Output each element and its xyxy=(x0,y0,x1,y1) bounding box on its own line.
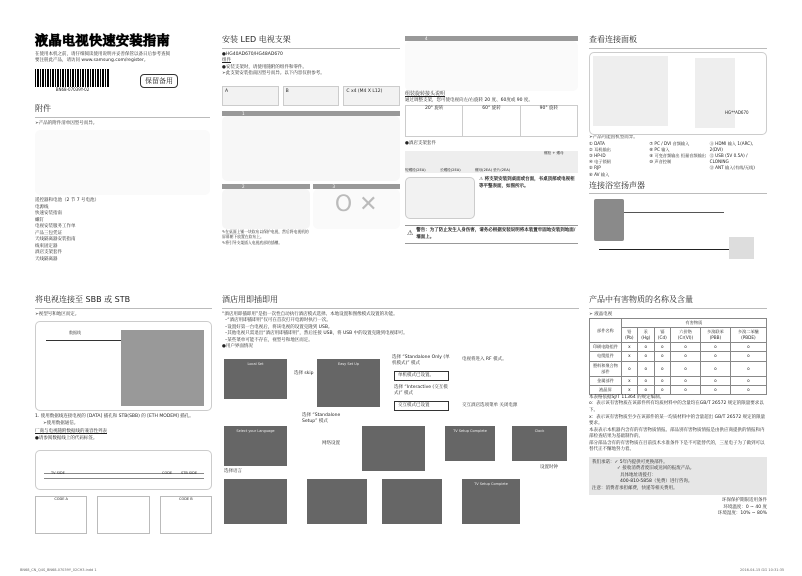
caution-text: 将支架安装到桌面或台面，书桌顶部或电视柜等平整表面，如图所示。 xyxy=(479,177,575,189)
hazard-cell: 液晶屏 xyxy=(590,385,622,394)
hazard-cell: o xyxy=(654,343,670,352)
hazard-cell: x xyxy=(621,343,637,352)
footer-date: 2016-04-15 ⊡⊡ 10:31:35 xyxy=(740,568,785,572)
text: 汞 (Hg) xyxy=(637,328,654,343)
hazard-cell: o xyxy=(654,361,670,376)
hazard-row xyxy=(590,385,767,394)
env-condition: 环境湿度：10% ~ 80% xyxy=(717,511,767,517)
sbb-step-note: ➢使用数据通信。 xyxy=(43,420,79,426)
barcode-number: BN68-07039Y-02 xyxy=(55,86,90,92)
compat-heading: 厂商与电视随附数据线的兼容性列表 xyxy=(35,429,107,435)
flow-box: 交互模式已设置 xyxy=(394,401,449,412)
stand-note: ➢此支架安装指南因型号而异。以下内容仅供参考。 xyxy=(222,71,325,77)
text: 有害物质 xyxy=(621,319,766,328)
flow-label: 选择语言 xyxy=(224,468,242,474)
step-1-illustration xyxy=(222,116,400,181)
hazard-heading: 产品中有害物质的名称及含量 xyxy=(589,294,767,309)
screen-local-set: Local Set xyxy=(224,359,287,399)
accessory-item: 天线隔离器 xyxy=(35,256,58,262)
angle-60: 60° 旋转 xyxy=(463,106,520,136)
hazard-cell: x xyxy=(621,385,637,394)
text: 部件名称 xyxy=(590,319,622,343)
sbb-note: ➢视型号和地区而定。 xyxy=(35,311,80,317)
promise-box xyxy=(589,457,767,496)
hazard-cell: o xyxy=(671,352,701,361)
flow-label: 选择 “Standalone Setup” 模式 xyxy=(302,412,341,425)
screen-complete: TV Setup Complete xyxy=(462,479,520,524)
hazard-row xyxy=(590,352,767,361)
text: x4 xyxy=(350,88,357,94)
hazard-cell: o xyxy=(671,385,701,394)
text: 铅 (Pb) xyxy=(621,328,637,343)
accessory-item: 螺钉 xyxy=(35,217,44,223)
hazard-table xyxy=(589,318,767,395)
accessories-illustration xyxy=(35,130,210,195)
stand-models: ●HG40AD670/HG48AD670 xyxy=(222,51,283,57)
step-2-bar: 2 xyxy=(222,184,310,189)
flow-label: 选择 skip xyxy=(294,370,314,376)
caution-icon: ⚠ xyxy=(479,177,485,183)
cable-diagram xyxy=(35,450,212,490)
hazard-cell: o xyxy=(637,385,654,394)
hazard-cell: o xyxy=(701,361,731,376)
accessories-heading: 附件 xyxy=(35,103,210,118)
hotel-bullet: –“酒店用即插即用”仅可在首次打开电源时执行一次。 xyxy=(225,318,331,324)
stand-heading: 安装 LED 电视支架 xyxy=(222,34,400,49)
flow-label: 设置时钟 xyxy=(540,464,558,470)
step-4-illustration xyxy=(405,41,578,91)
port-label: ⑬ ANT 输入(有线/无线) xyxy=(709,165,755,171)
accessory-item: 线束固定器 xyxy=(35,243,58,249)
hazard-cell: 塑料和聚合物部件 xyxy=(590,361,622,376)
hotel-bullet: –设置好第一台电视后，将该电视的设置克隆到 USB。 xyxy=(225,324,333,330)
hazard-cell: x xyxy=(621,376,637,385)
text: (M4 X L12) xyxy=(357,88,383,94)
port-label: ⑪ HDMI 输入 1(ARC), 2(DVI) xyxy=(709,141,754,153)
flow-label: 选择 “Standalone Only (单机模式)” 模式 xyxy=(392,354,450,367)
panel-note: ➢产品可能因机型而异。 xyxy=(589,134,638,140)
hazard-cell: o xyxy=(730,343,766,352)
hazard-cell: o xyxy=(671,343,701,352)
sbb-heading: 将电视连接至 SBB 或 STB xyxy=(35,294,212,309)
table-mount-illustration xyxy=(405,177,475,219)
text: C xyxy=(346,88,350,94)
guide-title: 液晶电视快速安装指南 xyxy=(35,34,171,49)
kit-item: 螺栓 + 螺母 xyxy=(544,151,564,156)
port-label: ⑩ 声音控制 xyxy=(649,159,672,165)
text: 多溴联苯 (PBB) xyxy=(701,328,731,343)
hotel-bullet: –某些菜单可能不存在，视型号和地区而定。 xyxy=(225,337,313,343)
accessories-section xyxy=(35,103,210,263)
step-3-bar: 3 xyxy=(313,184,401,189)
screen-language: Select your Language xyxy=(224,426,287,466)
hazard-cell: 印刷电路组件 xyxy=(590,343,622,352)
model-label: HG**AD670 xyxy=(725,109,749,115)
hotel-flowchart xyxy=(222,351,579,551)
footer-file: BN68_CN_Q4S_BN68-07039Y_02CH3.indd 1 xyxy=(20,568,97,572)
cover xyxy=(35,33,210,93)
hazard-cell: o xyxy=(654,376,670,385)
warning-text: 警告：为了防止发生人身伤害，请务必根据安装说明将本装置牢固地安装到地面/墙面上。 xyxy=(416,228,576,240)
screen-setup-complete: TV Setup Complete xyxy=(445,426,495,461)
text: 400-810-5858（免费）进行咨询。 xyxy=(620,479,693,485)
hazard-cell: x xyxy=(621,352,637,361)
text: 多溴二苯醚 (PBDE) xyxy=(730,328,766,343)
hotel-section xyxy=(222,294,579,551)
accessories-note: ➢产品的附件清单因型号而异。 xyxy=(35,120,98,126)
hotel-heading: 酒店用即插即用 xyxy=(222,294,579,309)
port-label: ① DATA xyxy=(589,141,605,147)
part-c xyxy=(343,86,400,106)
accessory-item: 天线隔离器安装指南 xyxy=(35,237,76,243)
screen-clock: Clock xyxy=(512,426,567,461)
pin-mapping xyxy=(97,496,149,534)
text: 具体地址请拨打： xyxy=(620,472,656,478)
hazard-cell: o xyxy=(730,376,766,385)
accessory-item: 产品三包凭证 xyxy=(35,230,62,236)
hazard-row xyxy=(590,361,767,376)
port-label: ⑧ PC 输入 xyxy=(649,147,670,153)
compat-note: ●请参阅数据线上的代码标签。 xyxy=(35,435,98,441)
port-label: ⑨ 可变音频输出 恒量音频输出 xyxy=(649,153,706,159)
hotel-bullet: –其他电视只需退出“酒店用即插即用”，然后连接 USB，将 USB 中的设置克隆到电视即可。 xyxy=(225,331,408,337)
hotel-kit-heading: ●酒店支架套件 xyxy=(405,140,436,146)
screen-step xyxy=(307,479,367,524)
panel-heading: 查看连接面板 xyxy=(589,34,767,49)
text: CODE xyxy=(162,471,173,476)
screen-easy-setup: Easy Set Up xyxy=(317,359,380,407)
kit-item: 长螺栓(2EA) xyxy=(440,168,461,173)
accessory-item: 电视安装服务工作单 xyxy=(35,224,76,230)
port-label: ⑥ AV 输入 xyxy=(589,171,610,177)
warning-icon: ⚠ xyxy=(407,229,414,238)
swivel-section xyxy=(405,36,578,244)
step-note: ✎将引导支架插入电视底部的插槽。 xyxy=(222,239,283,245)
env-condition: 环境温度：0 ~ 40 度 xyxy=(723,504,767,510)
text: TV SIDE xyxy=(51,471,65,476)
hazard-cell: o xyxy=(654,352,670,361)
swivel-desc: 通过调整支架，您可使电视向左/右旋转 20 度、60度或 90 度。 xyxy=(405,98,533,104)
stand-section xyxy=(222,34,400,245)
hazard-cell: o xyxy=(671,361,701,376)
register-text[interactable]: 要注册此产品，请访问 www.samsung.com/register。 xyxy=(35,58,149,64)
hazard-cell: 金属部件 xyxy=(590,376,622,385)
stand-note: ●安装支架时，请使用随附的组件和零件。 xyxy=(222,64,307,70)
angle-20: 20° 旋转 xyxy=(406,106,463,136)
hazard-paragraph: 本表表示本机器内含有的有害物质情报。部品别有害物质情报是由供应商提供的情报和内部检查结果为基础制作的。 xyxy=(589,427,765,440)
code-a-pinout: CODE A xyxy=(35,496,87,534)
bath-speaker-diagram xyxy=(589,197,767,259)
hazard-cell: o xyxy=(671,376,701,385)
barcode xyxy=(35,69,110,93)
code-b-pinout: CODE B xyxy=(160,496,212,534)
hazard-cell: o xyxy=(730,385,766,394)
sbb-connection-diagram xyxy=(35,321,212,411)
text: STB SIDE xyxy=(181,471,198,476)
text: 我们承诺：✓ 5年内提供可更换部件。 xyxy=(592,459,668,465)
step-2-illustration xyxy=(222,189,310,229)
hazard-cell: o xyxy=(637,352,654,361)
step-1-bar: 1 xyxy=(222,111,400,116)
intro-text: 在使用本机之前，请仔细阅读使用说明并妥善保管以备日后参考查阅 xyxy=(35,51,170,57)
hazard-paragraph: 部分部品含有的有害物质在目前技术水准条件下是不可能替代的，三星电子为了做到可以替代正不懈地努力着。 xyxy=(589,440,765,453)
ui-heading: ●用户界面情况 xyxy=(222,344,253,350)
hazard-cell: o xyxy=(701,343,731,352)
sbb-step-1: 1. 使用数据线连接电视的 [DATA] 插孔和 STB(SBB) 的 [ETH MODEM] 插孔。 xyxy=(35,414,194,420)
bath-speaker-heading: 连接浴室扬声器 xyxy=(589,180,767,195)
port-label: ③ HP-ID xyxy=(589,153,606,159)
sbb-section xyxy=(35,294,212,534)
panel-section xyxy=(589,34,767,259)
hazard-cell: o xyxy=(654,385,670,394)
hazard-note: o：表示该有害物质在该部件所有均质材料中的含量均在GB/T 26572 规定的限量要求以下。 xyxy=(589,401,764,413)
step-note: ✎在桌面上铺一块软布以保护电视，然后将电视机的屏幕朝下放置在软布上。 xyxy=(222,228,309,240)
accessory-item: 酒店支架套件 xyxy=(35,250,62,256)
port-label: ② 耳机输出 xyxy=(589,147,611,153)
flow-label: 网络设置 xyxy=(322,440,340,446)
accessory-item: 电源线 xyxy=(35,204,49,210)
text: 镉 (Cd) xyxy=(654,328,670,343)
screen-network xyxy=(362,426,425,471)
screen-step xyxy=(382,479,442,524)
keep-badge: 保留备用 xyxy=(140,74,178,88)
angle-90: 90° 旋转 xyxy=(539,105,559,111)
text: ✓ 接收消费者废旧或送回的报废产品。 xyxy=(617,466,695,472)
part-a xyxy=(222,86,279,106)
hazard-cell: o xyxy=(730,361,766,376)
text: 数据线 xyxy=(69,330,81,336)
step-4-bar: 4 xyxy=(405,36,578,41)
screen-step xyxy=(224,479,287,524)
hazard-cell: o xyxy=(637,361,654,376)
hazard-basis: 本表格依据SJ/T 11364 的规定编制。 xyxy=(589,394,665,400)
hazard-cell: o xyxy=(621,361,637,376)
hazard-cell: o xyxy=(730,352,766,361)
flow-label: 交互酒店选项菜单 关闭电源 xyxy=(462,402,518,408)
text: 注意：消费者承担邮费，快递等相关费用。 xyxy=(592,485,678,491)
flow-label: 电视将进入 RF 模式。 xyxy=(462,356,507,362)
hazard-cell: o xyxy=(701,376,731,385)
port-label: ④ 电子锁闸 xyxy=(589,159,611,165)
part-b xyxy=(283,86,340,106)
connection-panel-illustration xyxy=(589,52,767,135)
step-3-illustration: O ✕ xyxy=(313,189,401,229)
hazard-cell: 电缆组件 xyxy=(590,352,622,361)
hazard-row xyxy=(590,376,767,385)
hazard-cell: o xyxy=(637,343,654,352)
flow-label: 选择 “Interactive (交互模式)” 模式 xyxy=(394,384,448,397)
text: B xyxy=(285,88,289,94)
port-label: ⑤ RJP xyxy=(589,165,601,171)
kit-item: 短螺栓(2EA) xyxy=(405,168,426,173)
env-condition: 环保保护期限适用条件 xyxy=(722,498,767,504)
text: A xyxy=(225,88,229,94)
hazard-note: x：表示该有害物质至少在该部件的某一均质材料中的含量超出 GB/T 26572 规定的限量要求。 xyxy=(589,414,766,427)
hotel-desc: “酒店用即插即用”是指一次性自动执行酒店模式选择、本地设置和图像模式设置的功能。 xyxy=(222,311,398,317)
hazard-section xyxy=(589,294,767,518)
flow-box: 单机模式已设置。 xyxy=(394,371,449,382)
hazard-row xyxy=(590,343,767,352)
hazard-cell: o xyxy=(701,352,731,361)
port-label: ⑫ USB (5V 0.5A) / CLONING xyxy=(709,153,748,165)
kit-item: 螺母(2EA) 垫片(2EA) xyxy=(475,168,511,173)
accessory-item: 遥控器和电池（2 节 7 号电池） xyxy=(35,198,100,204)
port-label: ⑦ PC / DVI 音频输入 xyxy=(649,141,690,147)
hazard-sub: ➢ 液晶电视 xyxy=(589,311,613,317)
parts-heading: 组件 xyxy=(222,58,231,64)
hazard-cell: o xyxy=(701,385,731,394)
text: 六价铬 (Cr(VI)) xyxy=(671,328,701,343)
accessory-item: 快速安装指南 xyxy=(35,211,62,217)
swivel-heading: 组装旋转接头说明 xyxy=(405,91,446,97)
hazard-cell: o xyxy=(637,376,654,385)
